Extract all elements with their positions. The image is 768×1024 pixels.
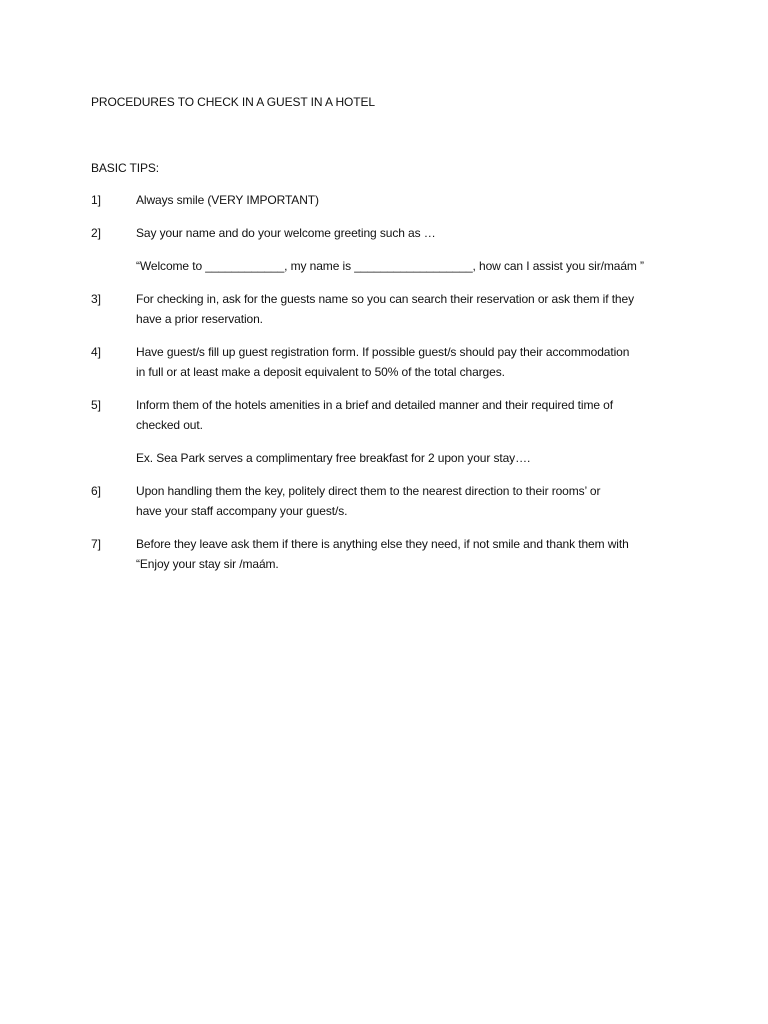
item-number: 1] — [91, 193, 101, 207]
item-line: Always smile (VERY IMPORTANT) — [136, 193, 319, 207]
greeting-example: “Welcome to ____________, my name is __________________, how can I assist you sir/maám ” — [136, 259, 644, 273]
item-line: Say your name and do your welcome greeting such as … — [136, 226, 436, 240]
document-title: PROCEDURES TO CHECK IN A GUEST IN A HOTEL — [91, 95, 375, 109]
item-line: Inform them of the hotels amenities in a brief and detailed manner and their required time of — [136, 398, 613, 412]
item-number: 6] — [91, 484, 101, 498]
item-text — [136, 223, 696, 243]
item-text — [136, 342, 696, 382]
item-text — [136, 190, 696, 210]
item-line: Before they leave ask them if there is anything else they need, if not smile and thank them with — [136, 537, 629, 551]
item-text — [136, 534, 696, 574]
item-line: For checking in, ask for the guests name so you can search their reservation or ask them if they — [136, 292, 634, 306]
item-text — [136, 289, 696, 329]
item-line: in full or at least make a deposit equivalent to 50% of the total charges. — [136, 365, 505, 379]
item-line: have your staff accompany your guest/s. — [136, 504, 348, 518]
item-number: 4] — [91, 345, 101, 359]
item-number: 5] — [91, 398, 101, 412]
item-line: Upon handling them the key, politely direct them to the nearest direction to their rooms’ or — [136, 484, 601, 498]
item-line: Have guest/s fill up guest registration form. If possible guest/s should pay their accommodation — [136, 345, 630, 359]
item-line: “Enjoy your stay sir /maám. — [136, 557, 279, 571]
item-text — [136, 395, 696, 435]
item-number: 2] — [91, 226, 101, 240]
section-heading: BASIC TIPS: — [91, 161, 160, 175]
amenity-example: Ex. Sea Park serves a complimentary free breakfast for 2 upon your stay…. — [136, 451, 531, 465]
item-number: 7] — [91, 537, 101, 551]
item-text — [136, 481, 696, 521]
item-line: checked out. — [136, 418, 203, 432]
item-number: 3] — [91, 292, 101, 306]
item-line: have a prior reservation. — [136, 312, 263, 326]
